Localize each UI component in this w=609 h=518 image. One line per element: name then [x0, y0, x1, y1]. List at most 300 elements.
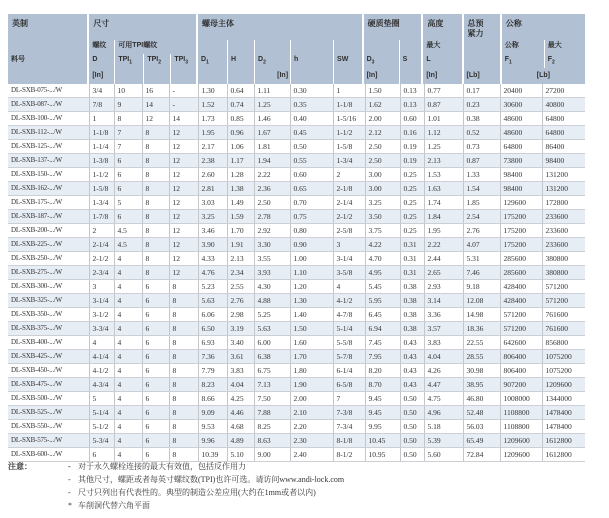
cell: 1.28: [227, 168, 254, 182]
cell: 9.53: [198, 420, 227, 434]
cell: 806400: [500, 364, 542, 378]
cell: 571200: [542, 280, 585, 294]
cell: 3.14: [424, 294, 463, 308]
cell: 571200: [500, 308, 542, 322]
cell: 8: [169, 420, 198, 434]
cell: 1-1/2: [89, 168, 114, 182]
cell: 1-3/4: [89, 196, 114, 210]
cell: 6: [142, 294, 169, 308]
cell: 5.95: [365, 294, 400, 308]
cell: 2.50: [254, 196, 290, 210]
cell: 2.76: [463, 224, 500, 238]
cell: 9.00: [254, 448, 290, 462]
cell: 27200: [542, 84, 585, 98]
cell: 10: [114, 84, 142, 98]
cell: 2.38: [198, 154, 227, 168]
cell: 30600: [500, 98, 542, 112]
cell: 4.5: [114, 224, 142, 238]
cell: 5: [89, 392, 114, 406]
cell: 0.50: [400, 448, 424, 462]
cell: 7.45: [365, 336, 400, 350]
cell: 40800: [542, 98, 585, 112]
cell-part-no: DL-SXB-575-.../W: [8, 434, 89, 448]
cell: 856800: [542, 336, 585, 350]
cell: 7.88: [254, 406, 290, 420]
col-preload: [464, 40, 500, 84]
cell: 2-1/2: [333, 210, 365, 224]
cell: 1.70: [227, 224, 254, 238]
cell: 4.5: [114, 238, 142, 252]
cell: 4: [114, 434, 142, 448]
cell: 1.30: [290, 294, 333, 308]
cell: 4-3/4: [89, 378, 114, 392]
part-table: [8, 14, 585, 462]
cell-part-no: DL-SXB-525-.../W: [8, 406, 89, 420]
cell: 2-5/8: [333, 224, 365, 238]
note-line: [68, 460, 344, 473]
cell: 6: [114, 182, 142, 196]
cell: 1.00: [290, 252, 333, 266]
cell: 73800: [500, 154, 542, 168]
note-bullet: -: [68, 488, 71, 497]
col-s: [399, 40, 422, 84]
header-tpi2: $TPI_2$: [147, 56, 161, 66]
cell: 4: [114, 378, 142, 392]
cell: 4: [89, 336, 114, 350]
cell: 3.75: [365, 224, 400, 238]
cell: 4.95: [365, 266, 400, 280]
cell-part-no: DL-SXB-275-.../W: [8, 266, 89, 280]
cell: 233600: [542, 210, 585, 224]
cell: 2.00: [290, 392, 333, 406]
cell: 4.07: [463, 238, 500, 252]
cell: 8: [142, 224, 169, 238]
cell: 806400: [500, 350, 542, 364]
cell: 2-1/4: [333, 196, 365, 210]
cell: 1-7/8: [89, 210, 114, 224]
cell: 4: [114, 406, 142, 420]
cell: 12: [169, 266, 198, 280]
cell: 8.63: [254, 434, 290, 448]
col-tpi1: [115, 54, 143, 84]
cell: 6: [142, 322, 169, 336]
cell: 1-1/8: [89, 126, 114, 140]
cell: 1.52: [198, 98, 227, 112]
cell-part-no: DL-SXB-200-.../W: [8, 224, 89, 238]
cell: 5.18: [424, 420, 463, 434]
cell: 172800: [542, 196, 585, 210]
cell: 4.30: [254, 280, 290, 294]
cell: 2.10: [290, 406, 333, 420]
cell: 22.55: [463, 336, 500, 350]
cell: 4: [114, 294, 142, 308]
cell: 761600: [542, 322, 585, 336]
cell: 1.06: [227, 140, 254, 154]
cell: 1.91: [227, 238, 254, 252]
cell: 8.25: [254, 420, 290, 434]
cell: 0.43: [400, 378, 424, 392]
cell: 0.31: [400, 252, 424, 266]
cell: 1: [333, 84, 365, 98]
cell: 14: [169, 112, 198, 126]
header-d: D: [92, 56, 98, 63]
cell: 5.60: [424, 448, 463, 462]
cell: 1.63: [424, 182, 463, 196]
note-line: [68, 486, 344, 499]
cell: 86400: [542, 140, 585, 154]
cell: 3.83: [424, 336, 463, 350]
cell: 5-5/8: [333, 336, 365, 350]
cell: 1-5/8: [333, 140, 365, 154]
cell: 8.20: [365, 364, 400, 378]
cell: 175200: [500, 224, 542, 238]
group-title-washer: 硬质垫圈: [367, 19, 400, 28]
cell: 12: [169, 196, 198, 210]
cell: 2.30: [290, 434, 333, 448]
cell: 8: [142, 196, 169, 210]
cell: 8: [169, 294, 198, 308]
cell: 0.38: [400, 280, 424, 294]
cell: 8.66: [198, 392, 227, 406]
col-h-cap: [227, 40, 254, 84]
notes: [8, 460, 344, 512]
cell: 1.01: [424, 112, 463, 126]
cell: 6: [142, 434, 169, 448]
cell: 2.34: [227, 266, 254, 280]
cell: 8: [169, 364, 198, 378]
cell: 1-5/16: [333, 112, 365, 126]
cell: 56.03: [463, 420, 500, 434]
cell-part-no: DL-SXB-150-.../W: [8, 168, 89, 182]
cell: 5.45: [365, 280, 400, 294]
cell: 1478400: [542, 406, 585, 420]
cell: 2.50: [365, 154, 400, 168]
cell: 9.45: [365, 392, 400, 406]
table-body: [8, 84, 585, 462]
header-available-tpi: 可用TPI螺纹: [118, 42, 158, 49]
cell: 8: [169, 336, 198, 350]
cell: 5.10: [227, 448, 254, 462]
cell: 4: [114, 364, 142, 378]
cell: 5.63: [254, 322, 290, 336]
cell: 1209600: [500, 434, 542, 448]
cell: 0.87: [463, 154, 500, 168]
cell: 98400: [542, 154, 585, 168]
cell: 8: [114, 112, 142, 126]
cell: 4.70: [365, 252, 400, 266]
cell: 0.43: [400, 364, 424, 378]
header-max-l: 最大: [426, 42, 441, 49]
cell: 3/4: [89, 84, 114, 98]
cell: 98400: [500, 182, 542, 196]
cell: 12.08: [463, 294, 500, 308]
cell: 0.65: [290, 182, 333, 196]
cell: 2.20: [290, 420, 333, 434]
cell: 5-1/2: [89, 420, 114, 434]
cell: 0.96: [227, 126, 254, 140]
table-row: [8, 126, 585, 140]
note-bullet: -: [68, 462, 71, 471]
table-row: [8, 280, 585, 294]
cell-part-no: DL-SXB-250-.../W: [8, 252, 89, 266]
cell: 65.49: [463, 434, 500, 448]
cell: 0.43: [400, 336, 424, 350]
cell: 12: [169, 252, 198, 266]
cell: 4.22: [365, 238, 400, 252]
cell: 10.39: [198, 448, 227, 462]
cell: 131200: [542, 182, 585, 196]
cell: 0.19: [400, 140, 424, 154]
cell: 0.55: [290, 154, 333, 168]
cell: 2.65: [424, 266, 463, 280]
table-row: [8, 252, 585, 266]
cell: 131200: [542, 168, 585, 182]
table-row: [8, 308, 585, 322]
cell: 0.50: [400, 420, 424, 434]
cell: 2-3/4: [89, 266, 114, 280]
cell: 3.61: [227, 350, 254, 364]
cell: 1-5/8: [89, 182, 114, 196]
group-title-nut-body: 螺母主体: [202, 19, 235, 28]
cell: 7.36: [198, 350, 227, 364]
cell: 1.95: [198, 126, 227, 140]
note-bullet: *: [68, 501, 72, 510]
cell: 1-1/8: [333, 98, 365, 112]
cell: 3.93: [254, 266, 290, 280]
cell: 3-1/2: [89, 308, 114, 322]
cell: 7: [114, 126, 142, 140]
cell-part-no: DL-SXB-087-.../W: [8, 98, 89, 112]
cell: 3.90: [198, 238, 227, 252]
cell: 2.12: [365, 126, 400, 140]
cell: 4.26: [424, 364, 463, 378]
cell: 2.78: [254, 210, 290, 224]
cell: 6.93: [198, 336, 227, 350]
cell: 12: [142, 112, 169, 126]
cell: 1.84: [424, 210, 463, 224]
header-l: L: [426, 56, 431, 63]
cell: 3.03: [198, 196, 227, 210]
cell: 72.84: [463, 448, 500, 462]
cell: 6.00: [254, 336, 290, 350]
cell: 8-1/2: [333, 448, 365, 462]
cell: 3.46: [198, 224, 227, 238]
group-height: [421, 14, 461, 84]
cell: 7.50: [254, 392, 290, 406]
cell: 8-1/8: [333, 434, 365, 448]
header-thread: 螺纹: [92, 42, 107, 49]
col-h: [290, 40, 333, 84]
cell: 2.40: [290, 448, 333, 462]
col-part-no: [8, 40, 87, 84]
cell: 0.17: [463, 84, 500, 98]
cell: 1.46: [254, 112, 290, 126]
cell: 642600: [500, 336, 542, 350]
cell-part-no: DL-SXB-450-.../W: [8, 364, 89, 378]
table-row: [8, 140, 585, 154]
cell: 20400: [500, 84, 542, 98]
cell: 4.25: [227, 392, 254, 406]
cell: 2.55: [227, 280, 254, 294]
col-tpi2: [143, 54, 170, 84]
cell-part-no: DL-SXB-100-.../W: [8, 112, 89, 126]
cell: 0.60: [290, 168, 333, 182]
cell: 907200: [500, 378, 542, 392]
cell: 2: [89, 224, 114, 238]
cell: 4: [114, 280, 142, 294]
cell: 2.92: [254, 224, 290, 238]
cell: 0.50: [400, 434, 424, 448]
cell: 0.45: [290, 126, 333, 140]
cell: 7.95: [365, 350, 400, 364]
cell: 4-1/2: [333, 294, 365, 308]
cell: 0.25: [400, 210, 424, 224]
cell: 0.25: [400, 168, 424, 182]
cell: 8.23: [198, 378, 227, 392]
cell: 64800: [500, 140, 542, 154]
cell: 8: [169, 448, 198, 462]
cell: 9.95: [365, 420, 400, 434]
cell: 1612800: [542, 434, 585, 448]
cell: 64800: [542, 112, 585, 126]
cell: 0.77: [424, 84, 463, 98]
cell: 0.74: [227, 98, 254, 112]
note-text: 对于永久螺栓连接的最大有效值，包括反作用力: [78, 462, 246, 471]
cell-part-no: DL-SXB-425-.../W: [8, 350, 89, 364]
cell: 64800: [542, 126, 585, 140]
cell: 5-1/4: [333, 322, 365, 336]
group-title-size: 尺寸: [93, 19, 110, 28]
cell: 6: [89, 448, 114, 462]
cell: 14: [142, 98, 169, 112]
cell: 0.60: [400, 112, 424, 126]
header-tpi3: $TPI_3$: [174, 56, 188, 66]
cell: 0.85: [227, 112, 254, 126]
cell: 6: [114, 168, 142, 182]
cell: 2-1/8: [333, 182, 365, 196]
header-nominal-f1: 公称: [504, 42, 519, 49]
cell: 571200: [542, 294, 585, 308]
cell: 18.36: [463, 322, 500, 336]
cell: 285600: [500, 252, 542, 266]
cell: 4: [114, 448, 142, 462]
cell: 1.53: [424, 168, 463, 182]
cell: 8: [169, 392, 198, 406]
cell: 1.90: [290, 378, 333, 392]
note-text: 尺寸只列出有代表性的。典型的制造公差应用(大约在1mm或者以内): [78, 488, 316, 497]
cell: 8: [169, 308, 198, 322]
cell: 0.90: [290, 238, 333, 252]
cell: 1-1/2: [333, 126, 365, 140]
header-d1: $D_1$: [201, 56, 209, 66]
unit-lb-f: [Lb]: [536, 72, 550, 79]
cell: 6.75: [254, 364, 290, 378]
cell: 8: [169, 280, 198, 294]
header-f1: $F_1$: [504, 56, 512, 66]
cell: 8: [142, 210, 169, 224]
cell: 6-1/4: [333, 364, 365, 378]
cell: 428400: [500, 280, 542, 294]
cell: 2.22: [424, 238, 463, 252]
cell: 0.19: [400, 154, 424, 168]
cell: 7/8: [89, 98, 114, 112]
cell: 2.13: [227, 252, 254, 266]
table-header: [8, 14, 585, 84]
table-row: [8, 84, 585, 98]
cell: 0.23: [463, 98, 500, 112]
cell: 3-1/4: [89, 294, 114, 308]
cell: 0.38: [463, 112, 500, 126]
cell: 0.16: [400, 126, 424, 140]
cell: 1.81: [254, 140, 290, 154]
cell: 6.45: [365, 308, 400, 322]
cell: -: [169, 84, 198, 98]
col-f2: [544, 40, 585, 68]
col-thread-d: [89, 40, 114, 84]
cell: 4.46: [227, 406, 254, 420]
cell: 6: [142, 406, 169, 420]
cell-part-no: DL-SXB-112-.../W: [8, 126, 89, 140]
cell: 4: [114, 336, 142, 350]
cell-part-no: DL-SXB-300-.../W: [8, 280, 89, 294]
table-row: [8, 406, 585, 420]
notes-label: 注意：: [8, 462, 32, 471]
header-f2: $F_2$: [547, 56, 555, 66]
table-row: [8, 266, 585, 280]
col-l: [423, 40, 461, 84]
cell-part-no: DL-SXB-500-.../W: [8, 392, 89, 406]
table-row: [8, 154, 585, 168]
cell: 10.45: [365, 434, 400, 448]
cell-part-no: DL-SXB-162-.../W: [8, 182, 89, 196]
cell: 0.50: [290, 140, 333, 154]
cell: 3.50: [365, 210, 400, 224]
cell: 7: [114, 140, 142, 154]
cell: 0.25: [400, 224, 424, 238]
cell: 1.74: [424, 196, 463, 210]
cell: 2.93: [424, 280, 463, 294]
notes-items: [68, 460, 344, 512]
cell: 12: [169, 238, 198, 252]
cell: 4.68: [227, 420, 254, 434]
col-d1: [198, 40, 227, 84]
col-f1: [502, 40, 544, 68]
header-s: S: [402, 56, 408, 63]
cell: 8: [169, 350, 198, 364]
cell-part-no: DL-SXB-600-.../W: [8, 448, 89, 462]
cell: 2.36: [254, 182, 290, 196]
cell: 4.96: [424, 406, 463, 420]
table-row: [8, 364, 585, 378]
cell: 10.95: [365, 448, 400, 462]
cell-part-no: DL-SXB-125-.../W: [8, 140, 89, 154]
cell: 1.25: [254, 98, 290, 112]
group-nut-body: [196, 14, 362, 84]
note-line: [68, 499, 344, 512]
cell: 3: [89, 280, 114, 294]
cell: 175200: [500, 238, 542, 252]
cell: 1108800: [500, 420, 542, 434]
cell: 9.96: [198, 434, 227, 448]
cell: 0.50: [400, 392, 424, 406]
cell: 1.67: [254, 126, 290, 140]
cell: 6: [142, 336, 169, 350]
cell: 1.33: [463, 168, 500, 182]
table-row: [8, 350, 585, 364]
cell: 1.70: [290, 350, 333, 364]
cell: 4.33: [198, 252, 227, 266]
table-row: [8, 210, 585, 224]
